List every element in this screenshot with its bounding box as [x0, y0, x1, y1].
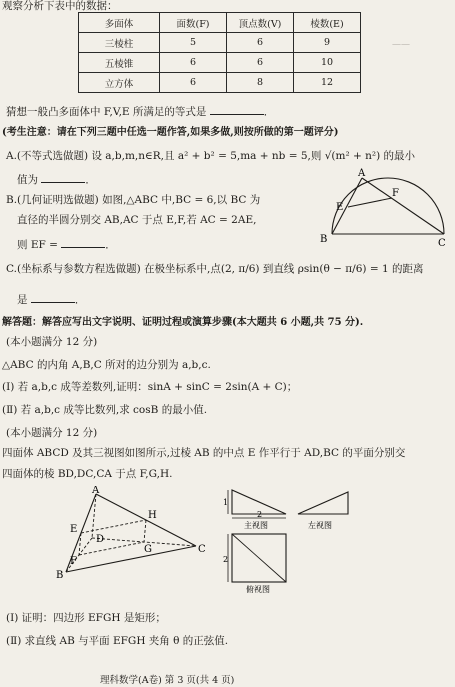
table-header-cell: 面数(F) [160, 13, 227, 33]
question-c-line2 [17, 292, 85, 307]
answer-blank [210, 104, 264, 115]
q17-stem-line2: 四面体的棱 BD,DC,CA 于点 F,G,H. [2, 468, 173, 480]
intro-text: 观察分析下表中的数据： [2, 0, 118, 12]
label-f: F [70, 556, 77, 567]
section-title: 解答题：解答应写出文字说明、证明过程或演算步骤(本大题共 6 小题,共 75 分). [2, 317, 364, 328]
period: ． [85, 174, 96, 186]
question-a-line2-text: 值为 [17, 174, 38, 186]
period: ． [263, 106, 275, 118]
q16-part1: (Ⅰ) 若 a,b,c 成等差数列,证明：sinA + sinC = 2sin(A + C)； [2, 381, 298, 393]
question-a-line2 [17, 172, 96, 187]
table-cell: 12 [294, 73, 361, 93]
semicircle-figure [318, 168, 448, 250]
table-cell: 6 [227, 53, 294, 73]
table-cell: 五棱锥 [79, 53, 160, 73]
dim-2-top: 2 [257, 510, 263, 519]
label-d: D [96, 534, 105, 545]
dim-2-side: 2 [223, 555, 229, 564]
question-b-line2: 直径的半圆分别交 AB,AC 于点 E,F,若 AC = 2AE, [17, 214, 257, 226]
q16-stem: △ABC 的内角 A,B,C 所对的边分别为 a,b,c. [2, 359, 211, 371]
table-header-row [79, 13, 361, 33]
question-guess-text: 猜想一般凸多面体中 F,V,E 所满足的等式是 [6, 106, 207, 118]
table-cell: 6 [160, 73, 227, 93]
label-e: E [70, 524, 78, 535]
label-a: A [92, 486, 100, 496]
table-cell: 立方体 [79, 73, 160, 93]
answer-blank [31, 292, 75, 303]
bleed-text: —— [392, 40, 410, 50]
question-b-line3-text: 则 EF = [17, 239, 58, 251]
label-a: A [358, 168, 366, 179]
label-c: C [198, 544, 206, 555]
label-f: F [392, 188, 399, 199]
label-g: G [144, 544, 152, 555]
elective-note: (考生注意：请在下列三题中任选一题作答,如果多做,则按所做的第一题评分) [2, 127, 339, 138]
table-cell: 6 [227, 33, 294, 53]
question-guess [6, 104, 274, 119]
dim-1: 1 [223, 498, 229, 507]
table-cell: 10 [294, 53, 361, 73]
label-h: H [148, 510, 157, 521]
table-row [79, 73, 361, 93]
label-c: C [438, 238, 446, 249]
table-cell: 9 [294, 33, 361, 53]
front-view-label: 主视图 [244, 521, 268, 530]
label-e: E [336, 202, 344, 213]
question-c-line2-text: 是 [17, 294, 28, 306]
q16-score: (本小题满分 12 分) [6, 336, 98, 348]
table-cell: 5 [160, 33, 227, 53]
period: ． [105, 239, 116, 251]
tetrahedron-figure [52, 486, 212, 580]
label-b: B [56, 570, 64, 580]
answer-blank [61, 237, 105, 248]
page-footer: 理科数学(A卷) 第 3 页(共 4 页) [100, 675, 235, 686]
question-c-line1: C.(坐标系与参数方程选做题) 在极坐标系中,点(2, π/6) 到直线 ρsin(θ − π/6) = 1 的距离 [6, 263, 424, 275]
answer-blank [41, 172, 85, 183]
table-cell: 三棱柱 [79, 33, 160, 53]
table-row [79, 33, 361, 53]
period: ． [74, 294, 86, 306]
q17-score: (本小题满分 12 分) [6, 427, 98, 439]
label-b: B [320, 234, 328, 245]
question-a-line1: A.(不等式选做题) 设 a,b,m,n∈R,且 a² + b² = 5,ma + nb = 5,则 √(m² + n²) 的最小 [6, 150, 416, 162]
q17-part1: (Ⅰ) 证明：四边形 EFGH 是矩形； [6, 612, 166, 624]
three-views-figure [222, 488, 358, 596]
question-b-line3 [17, 237, 116, 252]
table-cell: 6 [160, 53, 227, 73]
polyhedron-table [78, 12, 361, 93]
table-header-cell: 棱数(E) [294, 13, 361, 33]
q17-stem-line1: 四面体 ABCD 及其三视图如图所示,过棱 AB 的中点 E 作平行于 AD,BC 的平面分别交 [2, 447, 406, 459]
table-row [79, 53, 361, 73]
top-view-label: 俯视图 [246, 585, 270, 594]
question-b-line1: B.(几何证明选做题) 如图,△ABC 中,BC = 6,以 BC 为 [6, 194, 261, 206]
q17-part2: (Ⅱ) 求直线 AB 与平面 EFGH 夹角 θ 的正弦值. [6, 635, 229, 647]
table-header-cell: 多面体 [79, 13, 160, 33]
table-cell: 8 [227, 73, 294, 93]
table-header-cell: 顶点数(V) [227, 13, 294, 33]
left-view-label: 左视图 [308, 521, 332, 530]
q16-part2: (Ⅱ) 若 a,b,c 成等比数列,求 cosB 的最小值. [2, 404, 208, 416]
